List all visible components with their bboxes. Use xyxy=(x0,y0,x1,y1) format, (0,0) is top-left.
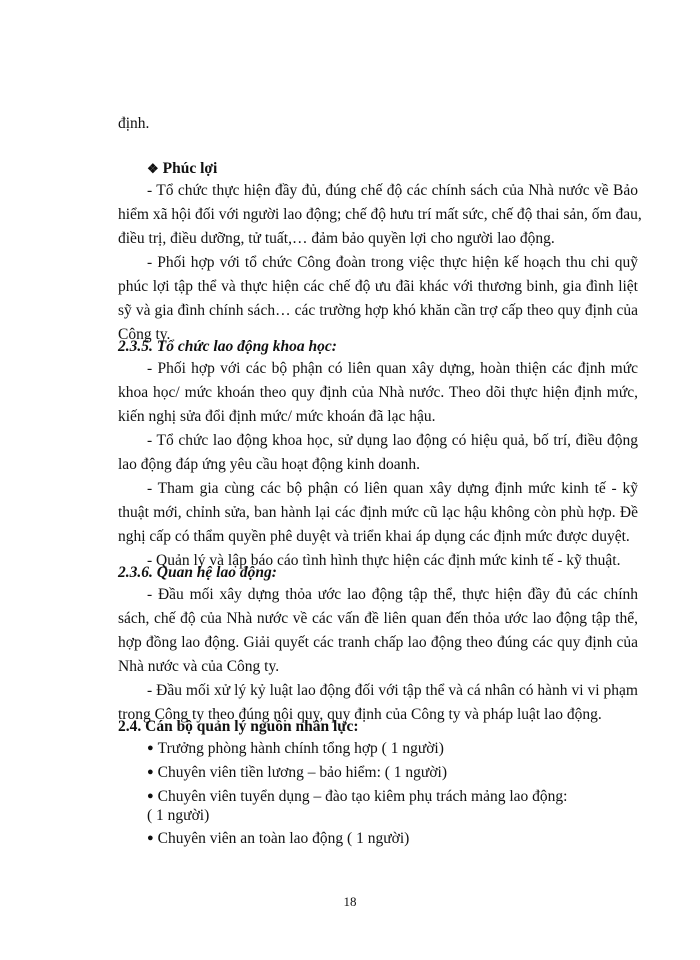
page-number: 18 xyxy=(343,894,357,909)
list-item: ● Chuyên viên an toàn lao động ( 1 người) xyxy=(147,830,410,847)
diamond-bullet-icon: ❖ xyxy=(147,161,159,176)
paragraph-line: nghị cấp có thẩm quyền phê duyệt và triển khai áp dụng các định mức được duyệt. xyxy=(118,528,630,545)
paragraph-line: - Phối hợp với tổ chức Công đoàn trong việc thực hiện kế hoạch thu chi quỹ xyxy=(147,254,638,271)
paragraph-line: khoa học/ mức khoán theo quy định của Nhà nước. Theo dõi thực hiện định mức, xyxy=(118,384,638,401)
paragraph-line: sỹ và gia đình chính sách… các trường hợp khó khăn cần trợ cấp theo quy định của xyxy=(118,302,638,319)
bullet-icon: ● xyxy=(147,790,154,802)
paragraph-line: thuật mới, chỉnh sửa, ban hành lại các định mức cũ lạc hậu không còn phù hợp. Đề xyxy=(118,504,638,521)
list-item: ● Chuyên viên tuyển dụng – đào tạo kiêm phụ trách mảng lao động: xyxy=(147,788,568,805)
list-item-continuation: ( 1 người) xyxy=(147,807,210,824)
paragraph-line: - Phối hợp với các bộ phận có liên quan xây dựng, hoàn thiện các định mức xyxy=(147,360,638,377)
bullet-icon: ● xyxy=(147,742,154,754)
section-heading-2-3-5: 2.3.5. Tổ chức lao động khoa học: xyxy=(118,338,337,355)
welfare-heading: ❖ Phúc lợi xyxy=(147,160,218,177)
list-item: ● Trưởng phòng hành chính tổng hợp ( 1 người) xyxy=(147,740,444,757)
section-heading-2-4: 2.4. Cán bộ quản lý nguồn nhân lực: xyxy=(118,718,359,735)
section-heading-2-3-6: 2.3.6. Quan hệ lao động: xyxy=(118,564,277,581)
paragraph-line: hợp đồng lao động. Giải quyết các tranh chấp lao động theo đúng các quy định của xyxy=(118,634,638,651)
paragraph-line: - Tổ chức thực hiện đầy đủ, đúng chế độ các chính sách của Nhà nước về Bảo xyxy=(147,182,638,199)
intro-line: định. xyxy=(118,115,150,132)
paragraph-line: Công ty. xyxy=(118,326,171,343)
paragraph-line: trong Công ty theo đúng nội quy, quy định của Công ty và pháp luật lao động. xyxy=(118,706,602,723)
paragraph-line: - Đầu mối xử lý kỷ luật lao động đối với tập thể và cá nhân có hành vi vi phạm xyxy=(147,682,638,699)
list-item: ● Chuyên viên tiền lương – bảo hiểm: ( 1 người) xyxy=(147,764,447,781)
bullet-icon: ● xyxy=(147,766,154,778)
paragraph-line: lao động đáp ứng yêu cầu hoạt động kinh doanh. xyxy=(118,456,420,473)
bullet-icon: ● xyxy=(147,832,154,844)
paragraph-line: kiến nghị sửa đổi định mức/ mức khoán đã lạc hậu. xyxy=(118,408,436,425)
paragraph-line: - Tổ chức lao động khoa học, sử dụng lao động có hiệu quả, bố trí, điều động xyxy=(147,432,638,449)
paragraph-line: phúc lợi tập thể và thực hiện các chế độ ưu đãi khác với thương binh, gia đình liệt xyxy=(118,278,638,295)
paragraph-line: - Đầu mối xây dựng thỏa ước lao động tập thể, thực hiện đầy đủ các chính xyxy=(147,586,638,603)
paragraph-line: - Quản lý và lập báo cáo tình hình thực hiện các định mức kinh tế - kỹ thuật. xyxy=(147,552,621,569)
paragraph-line: Nhà nước và của Công ty. xyxy=(118,658,280,675)
paragraph-line: điều trị, điều dưỡng, tử tuất,… đảm bảo quyền lợi cho người lao động. xyxy=(118,230,555,247)
paragraph-line: sách, chế độ của Nhà nước về các vấn đề liên quan đến thỏa ước lao động tập thể, xyxy=(118,610,638,627)
paragraph-line: - Tham gia cùng các bộ phận có liên quan xây dựng định mức kinh tế - kỹ xyxy=(147,480,638,497)
paragraph-line: hiểm xã hội đối với người lao động; chế độ hưu trí mất sức, chế độ thai sản, ốm đau, xyxy=(118,206,642,223)
